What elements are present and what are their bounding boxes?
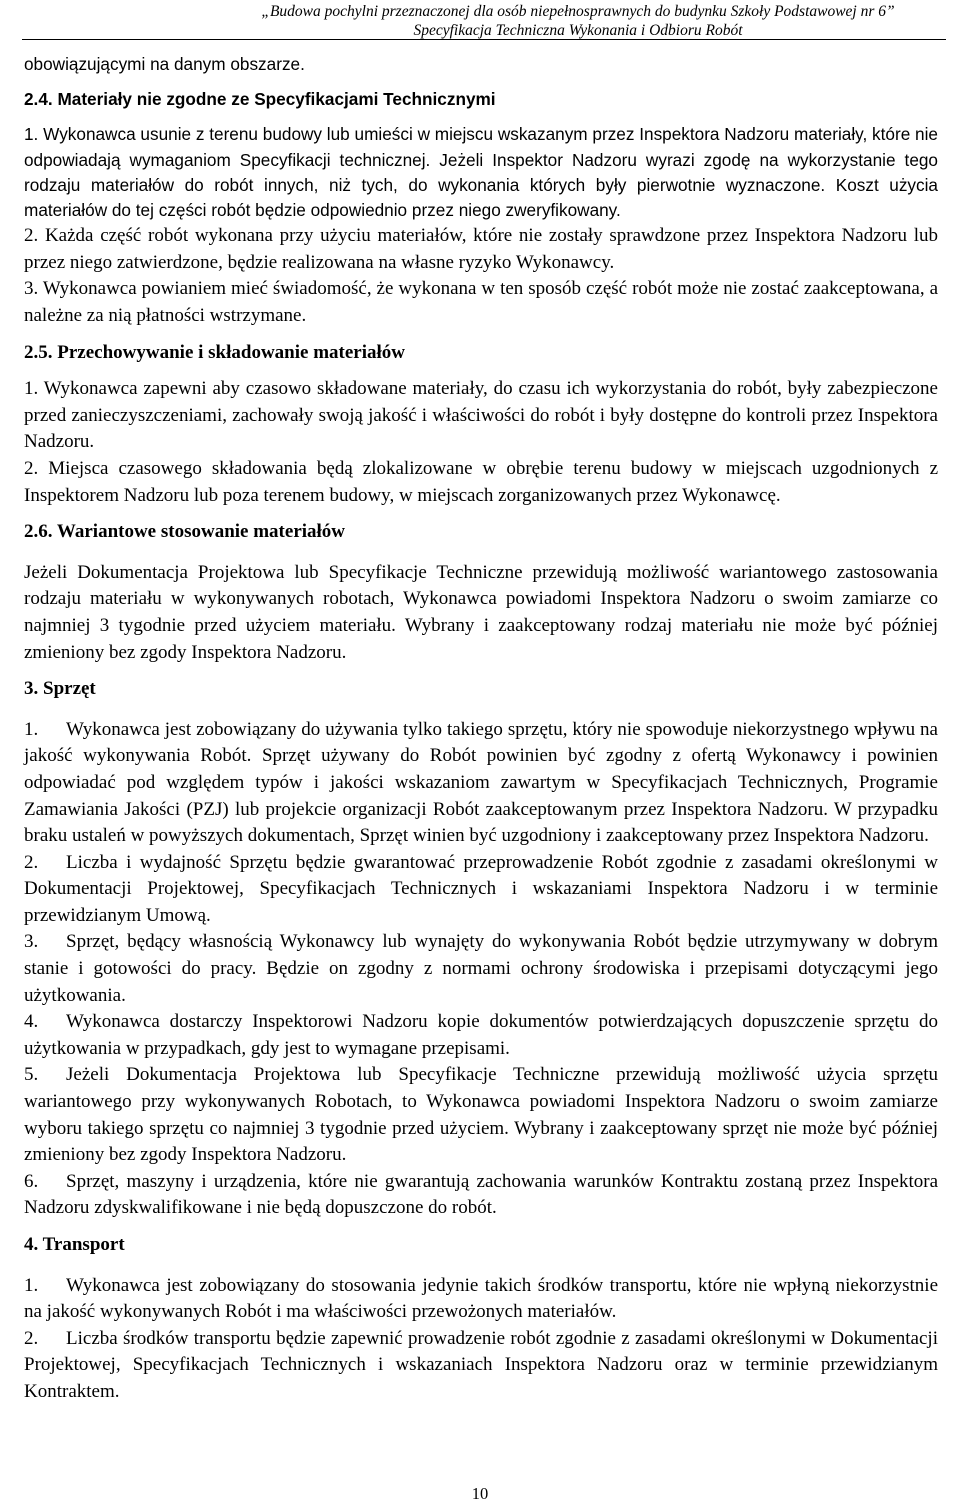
list-item (24, 1273, 938, 1326)
list-item-text: Liczba i wydajność Sprzętu będzie gwarantować przeprowadzenie Robót zgodnie z zasadami określonymi w Dokumentacji Projektowej, Specyfikacjach Technicznych i wskazaniami Inspektora Nadzoru i w terminie przewidzianym Umową. (24, 851, 938, 926)
list-item-text: Wykonawca jest zobowiązany do używania tylko takiego sprzętu, który nie spowoduje niekorzystnego wpływu na jakość wykonywania Robót. Sprzęt używany do Robót powinien być zgodny z ofertą Wykonawcy i powinien odpowiadać pod względem typów i jakości wskazaniom zawartym w Specyfikacjach Technicznych, Programie Zamawiania Jakości (PZJ) lub projekcie organizacji Robót zaakceptowanym przez Inspektora Nadzoru. W przypadku braku ustaleń w powyższych dokumentach, Sprzęt winien być uzgodniony i zaakceptowany przez Inspektora Nadzoru. (24, 718, 938, 847)
list-item (24, 1169, 938, 1222)
section-2-4-paragraph-2: 2. Każda część robót wykonana przy użyciu materiałów, które nie zostały sprawdzone przez Inspektora Nadzoru lub przez niego zatwierdzone, będzie realizowana na własne ryzyko Wykonawcy. (24, 225, 938, 273)
list-item-text: Jeżeli Dokumentacja Projektowa lub Specyfikacje Techniczne przewidują możliwość użycia sprzętu wariantowego przy wykonywanych Robotach, to Wykonawca powiadomi Inspektora Nadzoru o swoim zamiarze wyboru takiego sprzętu co najmniej 3 tygodnie przed użyciem. Wybrany i zaakceptowany sprzęt nie może być później zmieniony bez zgody Inspektora Nadzoru. (24, 1064, 938, 1166)
section-2-5-paragraph-1: 1. Wykonawca zapewni aby czasowo składowane materiały, do czasu ich wykorzystania do robót, były zabezpieczone przed zanieczyszczeniami, zachowały swoją jakość i właściwości do robót i były dostępne do kontroli przez Inspektora Nadzoru. (24, 378, 938, 453)
list-item (24, 850, 938, 930)
list-item-number: 2. (24, 1327, 39, 1349)
list-item-text: Sprzęt, maszyny i urządzenia, które nie gwarantują zachowania warunków Kontraktu zostaną przez Inspektora Nadzoru zdyskwalifikowane i nie będą dopuszczone do robót. (24, 1170, 938, 1219)
list-item (24, 929, 938, 1009)
list-item-text: Liczba środków transportu będzie zapewnić prowadzenie robót zgodnie z zasadami określonymi w Dokumentacji Projektowej, Specyfikacjach Technicznych i wskazaniach Inspektora Nadzoru oraz w terminie przewidzianym Kontraktem. (24, 1327, 938, 1402)
header-project-title: „Budowa pochylni przeznaczonej dla osób niepełnosprawnych do budynku Szkoły Podstawowej nr 6” (261, 3, 895, 20)
section-2-4-paragraph-1: 1. Wykonawca usunie z terenu budowy lub umieści w miejscu wskazanym przez Inspektora Nadzoru materiały, które nie odpowiadają wymaganiom Specyfikacji technicznej. Jeżeli Inspektor Nadzoru wyrazi zgodę na wykorzystanie tego rodzaju materiałów do robót innych, niż tych, do wykonania których były pierwotnie wyznaczone. Koszt użycia materiałów do tej części robót będzie odpowiednio przez niego zweryfikowany. (24, 124, 938, 221)
section-2-5-paragraph-2: 2. Miejsca czasowego składowania będą zlokalizowane w obrębie terenu budowy w miejscach uzgodnionych z Inspektorem Nadzoru lub poza terenem budowy, w miejscach zorganizowanych przez Wykonawcę. (24, 457, 938, 506)
list-item-text: Sprzęt, będący własnością Wykonawcy lub wynajęty do wykonywania Robót będzie utrzymywany w dobrym stanie i gotowości do pracy. Będzie on zgodny z normami ochrony środowiska i przepisami dotyczącymi jego użytkowania. (24, 931, 938, 1006)
list-item (24, 717, 938, 850)
section-2-5 (24, 340, 938, 510)
list-item-number: 6. (24, 1170, 39, 1192)
list-item-number: 1. (24, 718, 39, 740)
list-item-text: Wykonawca dostarczy Inspektorowi Nadzoru kopie dokumentów potwierdzających dopuszczenie sprzętu do użytkowania w przypadkach, gdy jest to wymagane przepisami. (24, 1011, 938, 1059)
page-header (218, 2, 938, 40)
continuation-text: obowiązującymi na danym obszarze. (24, 54, 305, 74)
section-4-heading: 4. Transport (24, 1234, 125, 1255)
list-item (24, 1326, 938, 1406)
section-2-5-heading: 2.5. Przechowywanie i składowanie materiałów (24, 341, 406, 363)
section-3-sprzet (24, 676, 938, 1222)
section-2-4-heading: 2.4. Materiały nie zgodne ze Specyfikacjami Technicznymi (24, 89, 496, 110)
document-body (24, 52, 938, 1406)
header-spec-title: Specyfikacja Techniczna Wykonania i Odbioru Robót (413, 22, 743, 39)
list-item-number: 2. (24, 851, 39, 873)
list-item-text: Wykonawca jest zobowiązany do stosowania jedynie takich środków transportu, które nie wpłyną niekorzystnie na jakość wykonywanych Robót i ma właściwości przewożonych materiałów. (24, 1274, 938, 1323)
list-item-number: 1. (24, 1274, 39, 1296)
section-2-6-heading: 2.6. Wariantowe stosowanie materiałów (24, 521, 346, 543)
section-2-6-paragraph-1: Jeżeli Dokumentacja Projektowa lub Specyfikacje Techniczne przewidują możliwość wariantowego zastosowania rodzaju materiału w wykonywanych robotach, Wykonawca powiadomi Inspektora Nadzoru o swoim zamiarze co najmniej 3 tygodnie przed użyciem materiału. Wybrany i zaakceptowany rodzaj materiału nie może być później zmieniony bez zgody Inspektora Nadzoru. (24, 561, 938, 663)
header-divider (22, 39, 946, 40)
list-item (24, 1009, 938, 1062)
section-2-4-paragraph-3: 3. Wykonawca powianiem mieć świadomość, że wykonana w ten sposób część robót może nie zostać zaakceptowana, a należne za nią płatności wstrzymane. (24, 278, 938, 326)
list-item-number: 3. (24, 931, 39, 953)
section-2-6 (24, 519, 938, 666)
section-3-heading: 3. Sprzęt (24, 678, 96, 700)
list-item (24, 1062, 938, 1168)
section-2-4 (24, 87, 938, 329)
page-number: 10 (471, 1484, 489, 1503)
list-item-number: 5. (24, 1064, 39, 1086)
section-4-transport (24, 1232, 938, 1406)
list-item-number: 4. (24, 1011, 39, 1033)
